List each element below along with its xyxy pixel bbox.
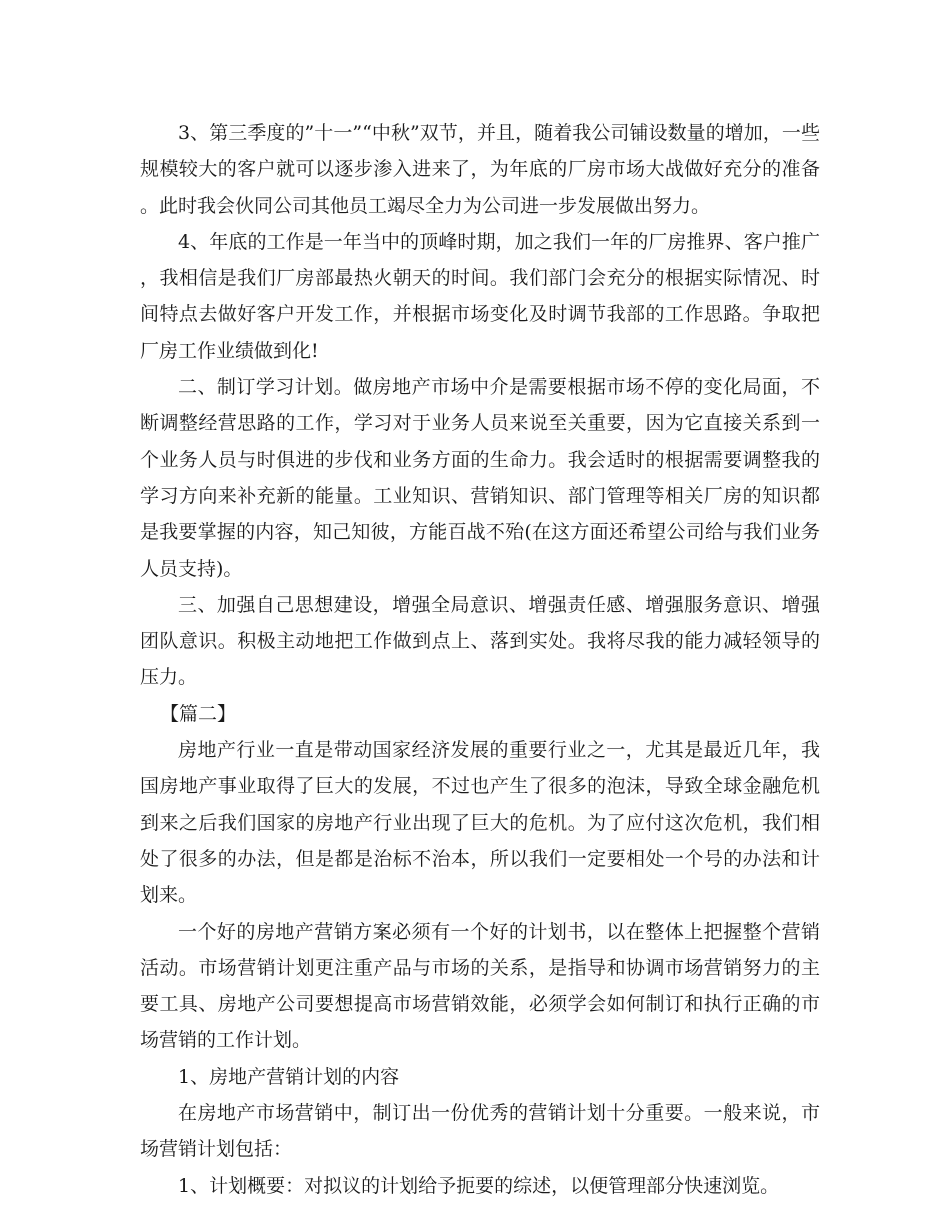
paragraph-marketing-plan: 一个好的房地产营销方案必须有一个好的计划书，以在整体上把握整个营销活动。市场营销计划更注重产品与市场的关系，是指导和协调市场营销努力的主要工具、房地产公司要想提高市场营销效能，必须学会如何制订和执行正确的市场营销的工作计划。 xyxy=(140,920,820,1052)
paragraph-third-quarter: 3、第三季度的”十一”“中秋”双节，并且，随着我公司铺设数量的增加，一些规模较大的客户就可以逐步渗入进来了，为年底的厂房市场大战做好充分的准备。此时我会伙同公司其他员工竭尽全力为公司进一步发展做出努力。 xyxy=(140,122,820,217)
paragraph-industry: 房地产行业一直是带动国家经济发展的重要行业之一，尤其是最近几年，我国房地产事业取得了巨大的发展，不过也产生了很多的泡沫，导致全球金融危机到来之后我们国家的房地产行业出现了巨大的危机。为了应付这次危机，我们相处了很多的办法，但是都是治标不治本，所以我们一定要相处一个号的办法和计划来。 xyxy=(140,739,820,907)
paragraph-plan-includes: 在房地产市场营销中，制订出一份优秀的营销计划十分重要。一般来说，市场营销计划包括： xyxy=(140,1102,820,1161)
document-body xyxy=(140,115,820,1204)
paragraph-year-end: 4、年底的工作是一年当中的顶峰时期，加之我们一年的厂房推界、客户推广，我相信是我们厂房部最热火朝天的时间。我们部门会充分的根据实际情况、时间特点去做好客户开发工作，并根据市场变化及时调节我部的工作思路。争取把厂房工作业绩做到化! xyxy=(140,230,820,362)
paragraph-ideology: 三、加强自己思想建设，增强全局意识、增强责任感、增强服务意识、增强团队意识。积极主动地把工作做到点上、落到实处。我将尽我的能力减轻领导的压力。 xyxy=(140,593,820,689)
section-heading: 【篇二】 xyxy=(160,702,237,725)
paragraph-plan-summary: 1、计划概要：对拟议的计划给予扼要的综述，以便管理部分快速浏览。 xyxy=(178,1174,780,1197)
paragraph-study-plan: 二、制订学习计划。做房地产市场中介是需要根据市场不停的变化局面，不断调整经营思路的工作，学习对于业务人员来说至关重要，因为它直接关系到一个业务人员与时俱进的步伐和业务方面的生命力。我会适时的根据需要调整我的学习方向来补充新的能量。工业知识、营销知识、部门管理等相关厂房的知识都是我要掌握的内容，知己知彼，方能百战不殆(在这方面还希望公司给与我们业务人员支持)。 xyxy=(140,376,820,580)
paragraph-plan-contents-heading: 1、房地产营销计划的内容 xyxy=(178,1065,400,1088)
